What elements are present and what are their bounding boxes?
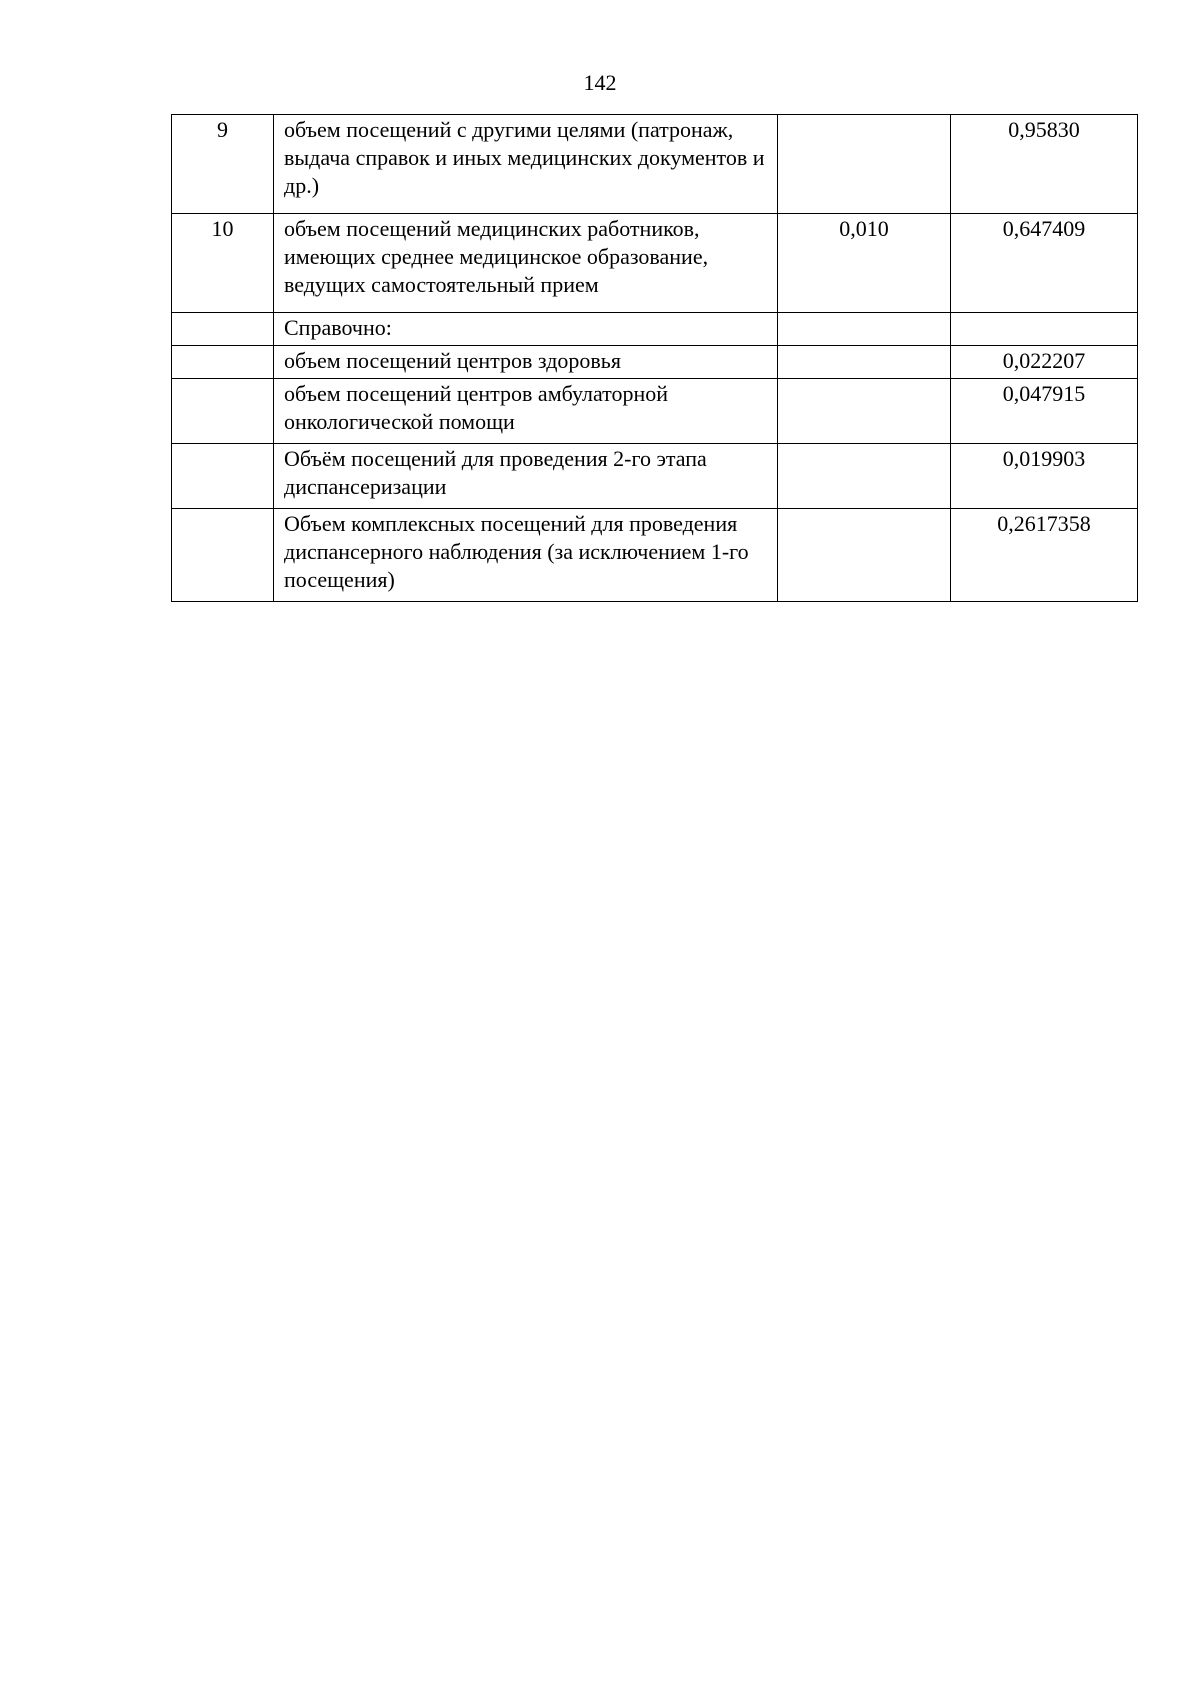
row-number <box>172 346 274 379</box>
table-row <box>172 346 1138 379</box>
row-value-1 <box>778 115 951 214</box>
row-value-2: 0,2617358 <box>951 509 1138 602</box>
row-value-2: 0,047915 <box>951 379 1138 444</box>
row-description: объем посещений медицинских работников, имеющих среднее медицинское образование, ведущих самостоятельный прием <box>274 214 778 313</box>
row-value-2: 0,95830 <box>951 115 1138 214</box>
row-number: 9 <box>172 115 274 214</box>
row-value-1 <box>778 444 951 509</box>
row-value-2: 0,022207 <box>951 346 1138 379</box>
row-value-2: 0,019903 <box>951 444 1138 509</box>
row-description: объем посещений с другими целями (патронаж, выдача справок и иных медицинских документов и др.) <box>274 115 778 214</box>
row-number <box>172 509 274 602</box>
table-row <box>172 509 1138 602</box>
row-value-1 <box>778 509 951 602</box>
table-row <box>172 444 1138 509</box>
row-value-1: 0,010 <box>778 214 951 313</box>
row-number <box>172 313 274 346</box>
row-value-1 <box>778 346 951 379</box>
row-value-1 <box>778 313 951 346</box>
table-row <box>172 379 1138 444</box>
row-description: Объём посещений для проведения 2-го этапа диспансеризации <box>274 444 778 509</box>
indicators-table <box>171 114 1138 602</box>
table-row <box>172 115 1138 214</box>
page-number: 142 <box>583 70 617 95</box>
row-description: Справочно: <box>274 313 778 346</box>
row-number: 10 <box>172 214 274 313</box>
row-description: объем посещений центров здоровья <box>274 346 778 379</box>
row-description: Объем комплексных посещений для проведения диспансерного наблюдения (за исключением 1-го посещения) <box>274 509 778 602</box>
row-value-1 <box>778 379 951 444</box>
row-value-2 <box>951 313 1138 346</box>
table-row <box>172 313 1138 346</box>
row-value-2: 0,647409 <box>951 214 1138 313</box>
table-row <box>172 214 1138 313</box>
row-number <box>172 379 274 444</box>
row-number <box>172 444 274 509</box>
row-description: объем посещений центров амбулаторной онкологической помощи <box>274 379 778 444</box>
